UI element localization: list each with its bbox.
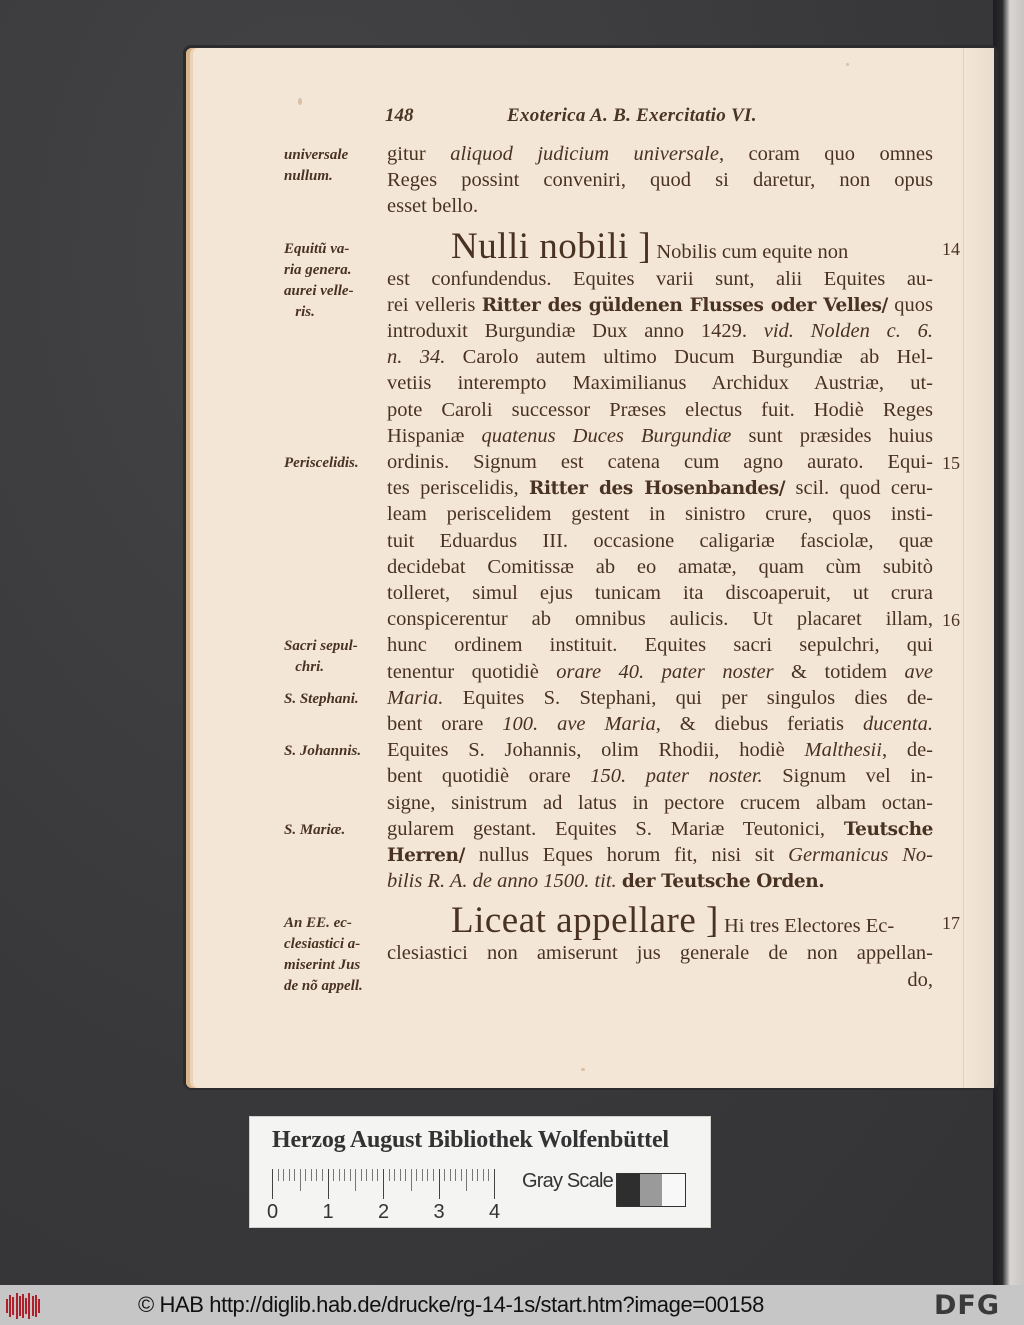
roman-text: pote Caroli successor Præses electus fuit. Hodiè Reges xyxy=(387,398,933,421)
ruler-tick xyxy=(394,1169,395,1181)
ruler-tick xyxy=(339,1169,340,1181)
ruler-tick xyxy=(433,1169,434,1181)
margin-note xyxy=(284,913,389,997)
gray-swatch xyxy=(617,1174,640,1206)
roman-text: vetiis interempto Maximilianus Archidux Austriæ, ut- xyxy=(387,372,933,395)
ruler-tick xyxy=(272,1169,273,1199)
margin-note-line: Periscelidis. xyxy=(284,455,359,471)
ruler-tick xyxy=(389,1169,390,1181)
roman-text: Signum vel in- xyxy=(762,765,934,788)
roman-text: leam periscelidem gestent in sinistro crure, quos insti- xyxy=(387,503,933,526)
italic-text: Malthesii xyxy=(804,739,882,762)
ruler-tick xyxy=(444,1169,445,1181)
paper-speck xyxy=(846,63,849,66)
logo-bar xyxy=(32,1296,34,1316)
text-line xyxy=(387,193,933,219)
margin-note xyxy=(284,636,389,678)
lemma-line xyxy=(387,225,933,268)
institution-name: Herzog August Bibliothek Wolfenbüttel xyxy=(272,1127,669,1153)
roman-text: signe, sinistrum ad latus in pectore crucem albam octan- xyxy=(387,791,933,814)
ruler-tick xyxy=(366,1169,367,1181)
text-line xyxy=(387,763,933,789)
italic-text: n. 34. xyxy=(387,346,446,369)
ruler-tick xyxy=(466,1169,467,1191)
text-line xyxy=(387,554,933,580)
logo-bar xyxy=(35,1295,37,1317)
text-line xyxy=(387,266,933,292)
paper-speck xyxy=(581,1068,585,1071)
logo-bar xyxy=(22,1294,24,1318)
ruler-tick xyxy=(372,1169,373,1181)
ruler-tick xyxy=(450,1169,451,1181)
logo-bar xyxy=(28,1293,30,1319)
margin-note-line: An EE. ec- xyxy=(284,915,352,932)
copyright-url[interactable]: © HAB http://diglib.hab.de/drucke/rg-14-1s/start.htm?image=00158 xyxy=(138,1292,764,1317)
ruler-tick xyxy=(361,1169,362,1181)
text-line xyxy=(387,580,933,606)
margin-note-line: chri. xyxy=(284,659,325,676)
hab-logo-icon xyxy=(6,1293,42,1319)
margin-note xyxy=(284,453,389,474)
ruler-tick xyxy=(355,1169,356,1191)
roman-text: hunc ordinem instituit. Equites sacri sepulchri, qui xyxy=(387,634,933,657)
ruler-tick xyxy=(483,1169,484,1181)
lemma-heading: Nulli nobili ] xyxy=(451,225,652,267)
ruler-tick xyxy=(439,1169,440,1199)
roman-text: tuit Eduardus III. occasione caligariæ fasciolæ, quæ xyxy=(387,529,933,552)
ruler-number: 0 xyxy=(267,1201,279,1223)
margin-note-line: de nõ appell. xyxy=(284,978,363,995)
text-line xyxy=(387,816,933,842)
roman-text: Equites S. Johannis, olim Rhodii, hodiè xyxy=(387,739,805,762)
dfg-logo: DFG xyxy=(934,1290,1001,1321)
ruler-tick xyxy=(344,1169,345,1181)
roman-text: quos xyxy=(887,293,933,316)
ruler-tick xyxy=(289,1169,290,1181)
ruler-tick xyxy=(477,1169,478,1181)
italic-text: ave xyxy=(904,660,933,683)
gray-scale-label: Gray Scale xyxy=(522,1170,613,1192)
ruler-tick xyxy=(427,1169,428,1181)
ruler-tick xyxy=(278,1169,279,1181)
text-line xyxy=(387,370,933,396)
roman-text: Hi tres Electores Ec- xyxy=(718,915,895,938)
margin-note-line: aurei velle- xyxy=(284,282,354,299)
ruler-number: 4 xyxy=(489,1201,501,1223)
roman-text: introduxit Burgundiæ Dux anno 1429. xyxy=(387,320,764,342)
line-number: 16 xyxy=(942,610,960,631)
ruler-tick xyxy=(328,1169,329,1199)
logo-bar xyxy=(6,1299,8,1313)
library-label-card xyxy=(249,1116,711,1228)
margin-note xyxy=(284,145,389,187)
text-line xyxy=(387,711,933,737)
margin-note-line: S. Johannis. xyxy=(284,743,362,760)
ruler-number: 1 xyxy=(322,1201,334,1223)
ruler-tick xyxy=(283,1169,284,1181)
roman-text: nullus Eques horum fit, nisi sit xyxy=(464,844,789,866)
logo-bar xyxy=(38,1299,40,1313)
blackletter-text: Ritter des Hosenbandes/ xyxy=(529,478,786,500)
ruler-tick xyxy=(411,1169,412,1191)
margin-note xyxy=(284,820,389,841)
text-line xyxy=(387,423,933,449)
ruler-tick xyxy=(316,1169,317,1181)
roman-text: Carolo autem ultimo Ducum Burgundiæ ab Hel- xyxy=(445,346,933,369)
roman-text: Hispaniæ xyxy=(387,424,482,447)
ruler-tick xyxy=(294,1169,295,1181)
text-line xyxy=(387,397,933,423)
text-line xyxy=(387,737,933,763)
roman-text: , de- xyxy=(881,739,933,762)
line-number: 15 xyxy=(942,453,960,473)
margin-note-line: S. Stephani. xyxy=(284,690,359,707)
text-line xyxy=(387,790,933,816)
ruler-tick xyxy=(405,1169,406,1181)
roman-text: tolleret, simul ejus tunicam ita discoaperuit, ut crura xyxy=(387,582,933,604)
paper-speck xyxy=(298,98,302,105)
ruler-tick xyxy=(305,1169,306,1181)
roman-text: ordinis. Signum est catena cum agno aurato. Equi- xyxy=(387,451,933,473)
logo-bar xyxy=(25,1298,27,1314)
italic-text: ducenta. xyxy=(862,713,933,735)
roman-text: , & diebus feriatis xyxy=(655,713,863,735)
ruler-tick xyxy=(322,1169,323,1181)
margin-note-line: Equitũ va- xyxy=(284,240,350,257)
text-line xyxy=(387,632,933,658)
ruler-tick xyxy=(488,1169,489,1181)
italic-text: 100. ave Maria xyxy=(502,713,656,735)
ruler-tick xyxy=(311,1169,312,1181)
text-line xyxy=(387,868,933,894)
text-line xyxy=(387,528,933,554)
text-line xyxy=(387,685,933,711)
roman-text: gitur xyxy=(387,143,451,165)
italic-text: vid. Nolden c. 6. xyxy=(763,320,933,342)
roman-text: Equites S. Stephani, qui per singulos dies de- xyxy=(443,686,933,709)
roman-text: decidebat Comitissæ ab eo amatæ, quam cùm subitò xyxy=(387,555,933,578)
ruler-tick xyxy=(422,1169,423,1181)
logo-bar xyxy=(19,1296,21,1316)
text-line xyxy=(387,449,933,475)
margin-note-line: universale xyxy=(284,147,349,163)
page-number: 148 xyxy=(385,105,414,126)
italic-text: orare 40. pater noster xyxy=(556,660,774,683)
italic-text: quatenus Duces Burgundiæ xyxy=(481,424,732,447)
blackletter-text: der Teutsche Orden. xyxy=(621,871,825,893)
text-line xyxy=(387,141,933,167)
text-line xyxy=(387,292,933,318)
ruler-tick xyxy=(377,1169,378,1181)
gray-scale-swatches xyxy=(616,1173,686,1207)
lemma-heading: Liceat appellare ] xyxy=(451,900,719,942)
ruler-tick xyxy=(300,1169,301,1191)
italic-text: aliquod judicium universale xyxy=(450,143,719,165)
blackletter-text: Ritter des güldenen Flusses oder Velles/ xyxy=(481,294,888,316)
text-line xyxy=(387,167,933,193)
roman-text: bent quotidiè orare xyxy=(387,765,591,788)
italic-text: bilis R. A. xyxy=(387,870,468,893)
roman-text: bent orare xyxy=(387,713,503,735)
roman-text: tes periscelidis, xyxy=(387,477,530,500)
text-line xyxy=(387,842,933,868)
text-line xyxy=(387,659,933,685)
running-head xyxy=(385,105,945,131)
roman-text: conspicerentur ab omnibus aulicis. Ut placaret illam, xyxy=(387,608,933,631)
margin-note-line: nullum. xyxy=(284,168,333,184)
roman-text: , coram quo omnes xyxy=(718,143,933,165)
ruler-tick xyxy=(383,1169,384,1199)
roman-text: & totidem xyxy=(773,660,905,683)
margin-note-line: ris. xyxy=(284,303,315,320)
roman-text: Nobilis cum equite non xyxy=(651,240,849,263)
text-line xyxy=(387,475,933,501)
margin-note xyxy=(284,239,389,323)
text-line xyxy=(387,501,933,527)
text-line xyxy=(387,940,933,966)
ruler-tick xyxy=(333,1169,334,1181)
ruler-tick xyxy=(461,1169,462,1181)
gray-swatch xyxy=(640,1174,663,1206)
margin-note-line: ria genera. xyxy=(284,261,352,278)
roman-text: Reges possint conveniri, quod si daretur, non opus xyxy=(387,169,933,192)
italic-text: Maria. xyxy=(387,686,444,709)
logo-bar xyxy=(9,1295,11,1317)
gray-swatch xyxy=(662,1174,685,1206)
ruler-number: 2 xyxy=(378,1201,390,1223)
roman-text: rei velleris xyxy=(387,293,482,316)
italic-text: 150. pater noster. xyxy=(590,765,763,788)
margin-note-line: S. Mariæ. xyxy=(284,821,346,838)
text-line xyxy=(387,318,933,344)
ruler-tick xyxy=(455,1169,456,1181)
roman-text: do, xyxy=(907,968,933,991)
text-line xyxy=(387,606,933,632)
ruler-tick xyxy=(472,1169,473,1181)
blackletter-text: Herren/ xyxy=(387,845,465,866)
margin-note-line: miserint Jus xyxy=(284,957,361,974)
margin-note-line: clesiastici a- xyxy=(284,936,361,953)
roman-text: gularem gestant. Equites S. Mariæ Teutonici, xyxy=(387,817,844,840)
text-line xyxy=(387,344,933,370)
roman-text: clesiastici non amiserunt jus generale de non appellan- xyxy=(387,942,933,965)
line-number: 14 xyxy=(942,238,960,259)
margin-note xyxy=(284,689,389,710)
text-line xyxy=(387,967,933,993)
line-number: 17 xyxy=(942,913,960,934)
ruler-tick xyxy=(400,1169,401,1181)
roman-text: tenentur quotidiè xyxy=(387,660,557,683)
roman-text: scil. quod ceru- xyxy=(785,477,933,500)
logo-bar xyxy=(12,1297,14,1315)
margin-note xyxy=(284,741,389,762)
roman-text: est confundendus. Equites varii sunt, alii Equites au- xyxy=(387,267,933,290)
roman-text: sunt præsides huius xyxy=(731,424,933,447)
footer-bar xyxy=(0,1285,1024,1325)
ruler-number: 3 xyxy=(433,1201,445,1223)
roman-text: esset bello. xyxy=(387,195,479,218)
running-title: Exoterica A. B. Exercitatio VI. xyxy=(507,105,757,126)
italic-text: Germanicus No- xyxy=(788,844,933,866)
ruler-tick xyxy=(416,1169,417,1181)
scale-ruler xyxy=(272,1169,512,1199)
blackletter-text: Teutsche xyxy=(843,818,933,840)
ruler-tick xyxy=(494,1169,495,1199)
logo-bar xyxy=(16,1293,18,1319)
ruler-tick xyxy=(350,1169,351,1181)
lemma-line xyxy=(387,902,933,942)
margin-note-line: Sacri sepul- xyxy=(284,638,358,655)
italic-text: de anno 1500. tit. xyxy=(472,870,617,893)
